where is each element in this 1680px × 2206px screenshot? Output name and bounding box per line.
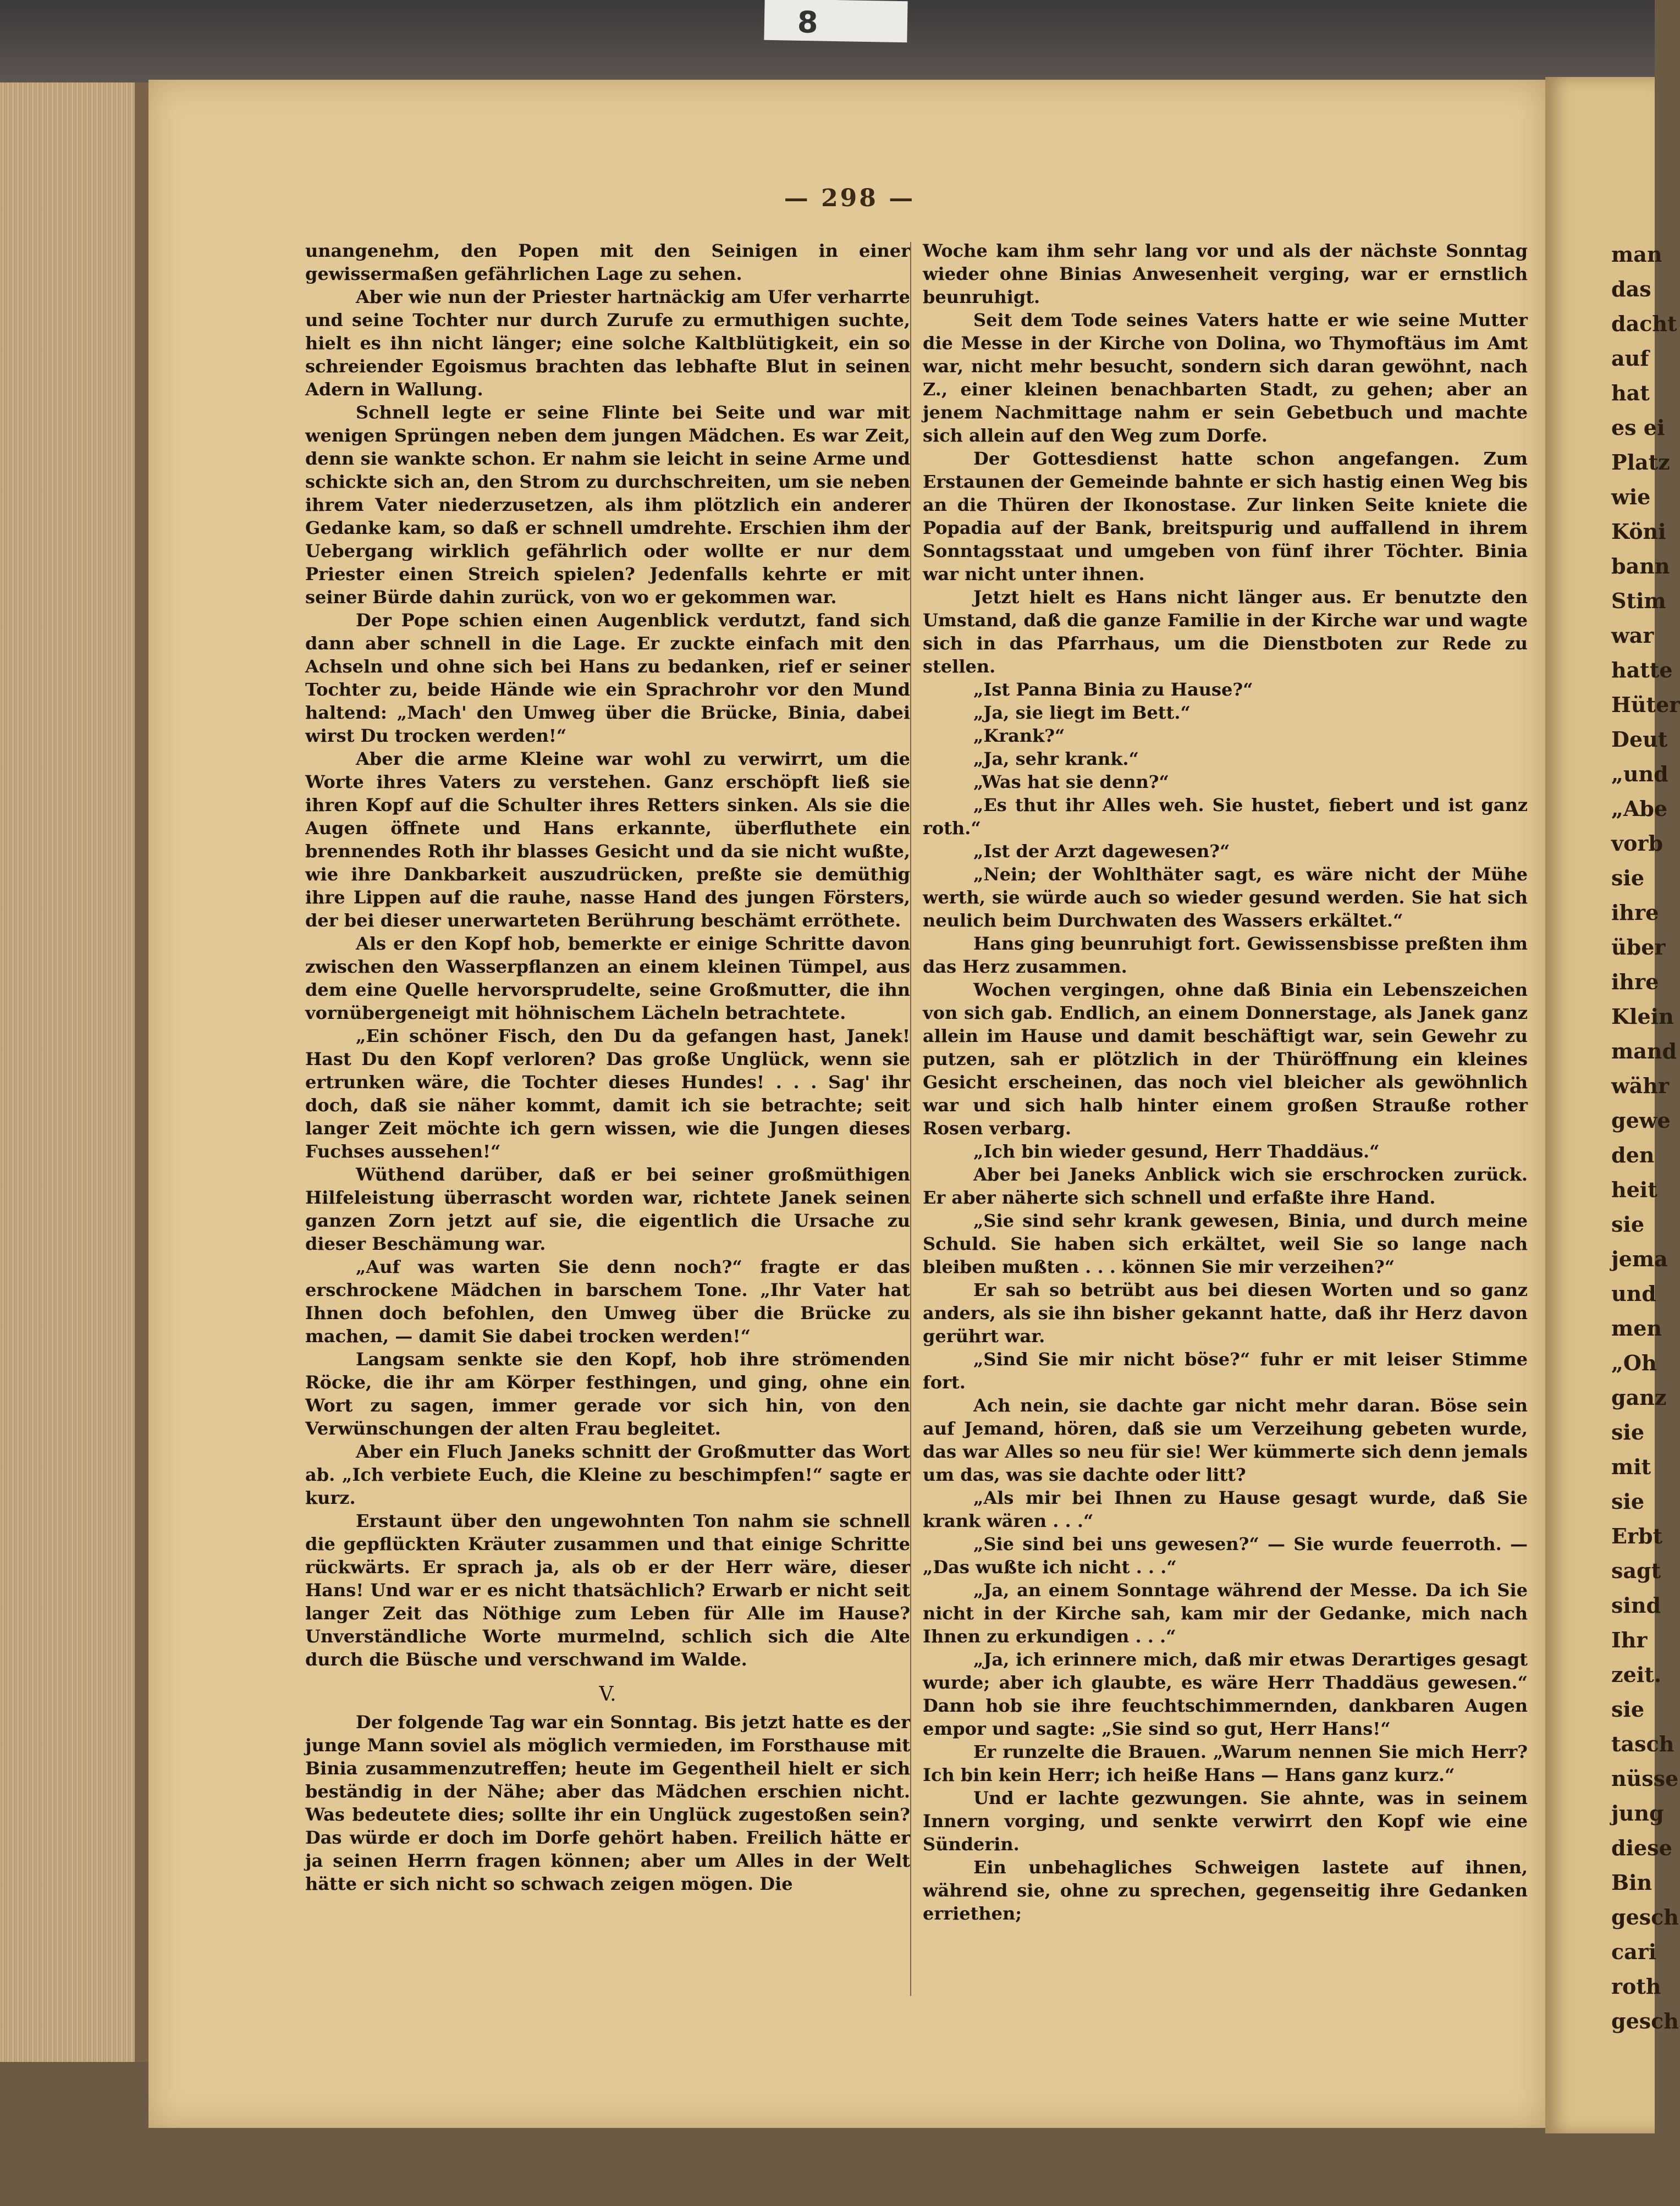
paragraph: Aber ein Fluch Janeks schnitt der Großmutter das Wort ab. „Ich verbiete Euch, die Kleine zu beschimpfen!“ sagte er kurz. (305, 1441, 910, 1508)
adjacent-page-fragment: den (1611, 1143, 1655, 1167)
adjacent-page-fragment: zeit. (1611, 1662, 1661, 1687)
paragraph: „Nein; der Wohlthäter sagt, es wäre nicht der Mühe werth, sie würde auch so wieder gesund werden. Sie hat sich neulich beim Durchwaten des Wassers erkältet.“ (923, 864, 1528, 931)
adjacent-page-fragment: sie (1611, 1420, 1645, 1444)
paragraph: Er runzelte die Brauen. „Warum nennen Sie mich Herr? Ich bin kein Herr; ich heiße Hans — Hans ganz kurz.“ (923, 1741, 1528, 1785)
paragraph: „Ja, sehr krank.“ (973, 748, 1139, 769)
adjacent-page-fragment: es ei (1611, 415, 1665, 440)
paragraph: Wochen vergingen, ohne daß Binia ein Lebenszeichen von sich gab. Endlich, an einem Donnerstage, als Janek ganz allein im Hause und damit beschäftigt war, sein Gewehr zu putzen, sah er plötzlich in der Thüröffnung ein kleines Gesicht erscheinen, das noch viel bleicher als gewöhnlich war und sich halb hinter einem großen Strauße rother Rosen verbarg. (923, 979, 1528, 1139)
adjacent-page-fragment: dacht (1611, 311, 1677, 336)
adjacent-page-fragment: bann (1611, 554, 1670, 578)
adjacent-page-fragment: heit (1611, 1177, 1657, 1202)
adjacent-page-fragment: das (1611, 277, 1651, 301)
adjacent-page-fragment: hat (1611, 380, 1650, 405)
paragraph: „Sie sind sehr krank gewesen, Binia, und durch meine Schuld. Sie haben sich erkältet, weil Sie so lange nach bleiben mußten . . . können Sie mir verzeihen?“ (923, 1210, 1528, 1277)
paragraph: „Krank?“ (973, 725, 1065, 746)
adjacent-page-fragment: vorb (1611, 831, 1664, 856)
adjacent-page-fragment: gewe (1611, 1108, 1671, 1133)
adjacent-page-strip (1545, 77, 1680, 2133)
adjacent-page-fragment: ihre (1611, 969, 1659, 994)
adjacent-page-fragment: jema (1611, 1247, 1668, 1271)
adjacent-page-fragment: „Abe (1611, 796, 1668, 821)
adjacent-page-fragment: Köni (1611, 519, 1666, 544)
adjacent-page-fragment: Ihr (1611, 1628, 1648, 1652)
adjacent-page-fragment: wie (1611, 484, 1651, 509)
paragraph: Er sah so betrübt aus bei diesen Worten und so ganz anders, als sie ihn bisher gekannt hatte, daß ihr Herz davon gerührt war. (923, 1280, 1528, 1347)
adjacent-page-fragment: war (1611, 623, 1654, 648)
paragraph: „Auf was warten Sie denn noch?“ fragte er das erschrockene Mädchen in barschem Tone. „Ihr Vater hat Ihnen doch befohlen, den Umweg über die Brücke zu machen, — damit Sie dabei trocken werden!“ (305, 1256, 910, 1347)
adjacent-page-fragment: man (1611, 242, 1662, 267)
adjacent-page-fragment: diese (1611, 1835, 1672, 1860)
chapter-heading: V. (599, 1683, 616, 1706)
adjacent-page-fragment: auf (1611, 346, 1649, 371)
adjacent-page-fragment: jung (1611, 1801, 1664, 1826)
adjacent-page-fragment: Erbt (1611, 1524, 1663, 1548)
paragraph: „Ist Panna Binia zu Hause?“ (973, 679, 1253, 700)
adjacent-page-fragment: sagt (1611, 1558, 1661, 1583)
adjacent-page-fragment: gesch (1611, 2009, 1679, 2033)
paragraph: Woche kam ihm sehr lang vor und als der nächste Sonntag wieder ohne Binias Anwesenheit verging, war er ernstlich beunruhigt. (923, 240, 1528, 307)
paragraph: Als er den Kopf hob, bemerkte er einige Schritte davon zwischen den Wasserpflanzen an einem kleinen Tümpel, aus dem eine Quelle hervorsprudelte, seine Großmutter, die ihn vornübergeneigt mit höhnischem Lächeln betrachtete. (305, 933, 910, 1023)
paragraph: Aber die arme Kleine war wohl zu verwirrt, um die Worte ihres Vaters zu verstehen. Ganz erschöpft ließ sie ihren Kopf auf die Schulter ihres Retters sinken. Als sie die Augen öffnete und Hans erkannte, überfluthete ein brennendes Roth ihr blasses Gesicht und da sie nicht wußte, wie ihre Dankbarkeit auszudrücken, preßte sie demüthig ihre Lippen auf die rauhe, nasse Hand des jungen Försters, der bei dieser unerwarteten Berührung beschämt erröthete. (305, 748, 910, 931)
paragraph: „Ja, ich erinnere mich, daß mir etwas Derartiges gesagt wurde; aber ich glaubte, es wäre Herr Thaddäus gewesen.“ Dann hob sie ihre feuchtschimmernden, dankbaren Augen empor und sagte: „Sie sind so gut, Herr Hans!“ (923, 1649, 1528, 1739)
adjacent-page-fragment: Bin (1611, 1870, 1653, 1895)
paragraph: Langsam senkte sie den Kopf, hob ihre strömenden Röcke, die ihr am Körper festhingen, und ging, ohne ein Wort zu sagen, immer gerade vor sich hin, von den Verwünschungen der alten Frau begleitet. (305, 1349, 910, 1439)
paragraph: „Als mir bei Ihnen zu Hause gesagt wurde, daß Sie krank wären . . .“ (923, 1487, 1528, 1531)
paragraph: Ach nein, sie dachte gar nicht mehr daran. Böse sein auf Jemand, hören, daß sie um Verzeihung gebeten wurde, das war Alles so neu für sie! Wer kümmerte sich denn jemals um das, was sie dachte oder litt? (923, 1395, 1528, 1485)
adjacent-page-fragment: sie (1611, 1489, 1645, 1514)
adjacent-page-fragment: und (1611, 1281, 1656, 1306)
adjacent-page-fragment: sie (1611, 1212, 1645, 1237)
tape-mark: 8 (797, 4, 819, 40)
adjacent-page-fragment: sie (1611, 1697, 1645, 1722)
adjacent-page-fragment: Deut (1611, 727, 1668, 752)
adjacent-page-fragment: mand (1611, 1039, 1677, 1063)
paragraph: Aber wie nun der Priester hartnäckig am Ufer verharrte und seine Tochter nur durch Zurufe zu ermuthigen suchte, hielt es ihn nicht länger; eine solche Kaltblütigkeit, ein so schreiender Egoismus brachten das lebhafte Blut in seinen Adern in Wallung. (305, 286, 910, 400)
paragraph: „Es thut ihr Alles weh. Sie hustet, fiebert und ist ganz roth.“ (923, 795, 1528, 839)
adjacent-page-fragment: „Oh (1611, 1350, 1657, 1375)
paragraph: „Ein schöner Fisch, den Du da gefangen hast, Janek! Hast Du den Kopf verloren? Das große Unglück, wenn sie ertrunken wäre, die Tochter dieses Hundes! . . . Sag' ihr doch, daß sie näher kommt, damit ich sie betrachte; seit langer Zeit möchte ich gern wissen, wie die Jungen dieses Fuchses aussehen!“ (305, 1025, 910, 1162)
paragraph: Jetzt hielt es Hans nicht länger aus. Er benutzte den Umstand, daß die ganze Familie in der Kirche war und wagte sich in das Pfarrhaus, um die Dienstboten zur Rede zu stellen. (923, 587, 1528, 677)
adjacent-page-fragment: men (1611, 1316, 1662, 1341)
paragraph: Hans ging beunruhigt fort. Gewissensbisse preßten ihm das Herz zusammen. (923, 933, 1528, 977)
paragraph: Der Pope schien einen Augenblick verdutzt, fand sich dann aber schnell in die Lage. Er zuckte einfach mit den Achseln und ohne sich bei Hans zu bedanken, rief er seiner Tochter zu, beide Hände wie ein Sprachrohr vor den Mund haltend: „Mach' den Umweg über die Brücke, Binia, dabei wirst Du trocken werden!“ (305, 610, 910, 746)
paragraph: Wüthend darüber, daß er bei seiner großmüthigen Hilfeleistung überrascht worden war, richtete Janek seinen ganzen Zorn jetzt auf sie, die eigentlich die Ursache zu dieser Beschämung war. (305, 1164, 910, 1254)
paragraph: Erstaunt über den ungewohnten Ton nahm sie schnell die gepflückten Kräuter zusammen und that einige Schritte rückwärts. Er sprach ja, als ob er der Herr wäre, dieser Hans! Und war er es nicht thatsächlich? Erwarb er nicht seit langer Zeit das Nöthige zum Leben für Alle im Hause? Unverständliche Worte murmelnd, schlich sich die Alte durch die Büsche und verschwand im Walde. (305, 1510, 910, 1670)
paragraph: „Ich bin wieder gesund, Herr Thaddäus.“ (973, 1141, 1380, 1162)
adjacent-page-fragment: sind (1611, 1593, 1661, 1618)
adjacent-page-fragment: Platz (1611, 450, 1670, 475)
paragraph: „Ja, sie liegt im Bett.“ (973, 702, 1191, 723)
paragraph: Seit dem Tode seines Vaters hatte er wie seine Mutter die Messe in der Kirche von Dolina, wo Thymoftäus im Amt war, nicht mehr besucht, sondern sich daran gewöhnt, nach Z., einer kleinen benachbarten Stadt, zu gehen; aber an jenem Nachmittage nahm er sein Gebetbuch und machte sich allein auf den Weg zum Dorfe. (923, 310, 1528, 446)
adjacent-page-fragment: cari (1611, 1939, 1657, 1964)
adjacent-page-fragment: ihre (1611, 900, 1659, 925)
paragraph: Und er lachte gezwungen. Sie ahnte, was in seinem Innern vorging, und senkte verwirrt den Kopf wie eine Sünderin. (923, 1788, 1528, 1855)
column-divider (910, 242, 911, 1996)
adjacent-page-fragment: gesch (1611, 1905, 1679, 1929)
adjacent-page-fragment: Klein (1611, 1004, 1674, 1029)
paragraph: Schnell legte er seine Flinte bei Seite und war mit wenigen Sprüngen neben dem jungen Mädchen. Es war Zeit, denn sie wankte schon. Er nahm sie leicht in seine Arme und schickte sich an, den Strom zu durchschreiten, um sie neben ihrem Vater niederzusetzen, als ihm plötzlich ein anderer Gedanke kam, so daß er schnell umdrehte. Erschien ihm der Uebergang wirklich gefährlich oder wollte er nur dem Priester einen Streich spielen? Jedenfalls kehrte er mit seiner Bürde dahin zurück, von wo er gekommen war. (305, 402, 910, 608)
adjacent-page-fragment: währ (1611, 1073, 1669, 1098)
paragraph: Der Gottesdienst hatte schon angefangen. Zum Erstaunen der Gemeinde bahnte er sich hastig einen Weg bis an die Thüren der Ikonostase. Zur linken Seite kniete die Popadia auf der Bank, breitspurig und auffallend in ihrem Sonntagsstaat und umgeben von fünf ihrer Töchter. Binia war nicht unter ihnen. (923, 448, 1528, 584)
right-text-column (923, 239, 1528, 1925)
book-page-edges (0, 82, 148, 2062)
adjacent-page-fragment: mit (1611, 1454, 1651, 1479)
paragraph: unangenehm, den Popen mit den Seinigen in einer gewissermaßen gefährlichen Lage zu sehen. (305, 240, 910, 284)
adjacent-page-fragment: Hüter (1611, 692, 1680, 717)
adjacent-page-fragment: sie (1611, 865, 1645, 890)
paragraph: „Sie sind bei uns gewesen?“ — Sie wurde feuerroth. — „Das wußte ich nicht . . .“ (923, 1534, 1528, 1578)
left-text-column (305, 239, 910, 1895)
adjacent-page-fragment: tasch (1611, 1731, 1675, 1756)
paragraph: „Was hat sie denn?“ (973, 771, 1169, 792)
adjacent-page-fragment: nüsse (1611, 1766, 1679, 1791)
paragraph: „Sind Sie mir nicht böse?“ fuhr er mit leiser Stimme fort. (923, 1349, 1528, 1393)
paragraph: Ein unbehagliches Schweigen lastete auf ihnen, während sie, ohne zu sprechen, gegenseitig ihre Gedanken erriethen; (923, 1857, 1528, 1924)
paragraph: Aber bei Janeks Anblick wich sie erschrocken zurück. Er aber näherte sich schnell und erfaßte ihre Hand. (923, 1164, 1528, 1208)
paragraph: Der folgende Tag war ein Sonntag. Bis jetzt hatte es der junge Mann soviel als möglich vermieden, im Forsthause mit Binia zusammenzutreffen; heute im Gegentheil hielt er sich beständig in der Nähe; aber das Mädchen erschien nicht. Was bedeutete dies; sollte ihr ein Unglück zugestoßen sein? Das würde er doch im Dorfe gehört haben. Freilich hätte er ja seinen Herrn fragen können; aber um Alles in der Welt hätte er sich nicht so schwach zeigen mögen. Die (305, 1712, 910, 1894)
adjacent-page-fragment: hatte (1611, 658, 1673, 682)
tape-label (764, 0, 907, 42)
paragraph: „Ist der Arzt dagewesen?“ (973, 841, 1230, 862)
adjacent-page-fragment: über (1611, 935, 1666, 959)
adjacent-page-fragment: Stim (1611, 588, 1666, 613)
paragraph: „Ja, an einem Sonntage während der Messe. Da ich Sie nicht in der Kirche sah, kam mir der Gedanke, mich nach Ihnen zu erkundigen . . .“ (923, 1580, 1528, 1647)
adjacent-page-fragment: roth (1611, 1974, 1661, 1999)
page-number: — 298 — (784, 184, 916, 212)
adjacent-page-fragment: ganz (1611, 1385, 1667, 1410)
adjacent-page-fragment: „und (1611, 762, 1668, 786)
